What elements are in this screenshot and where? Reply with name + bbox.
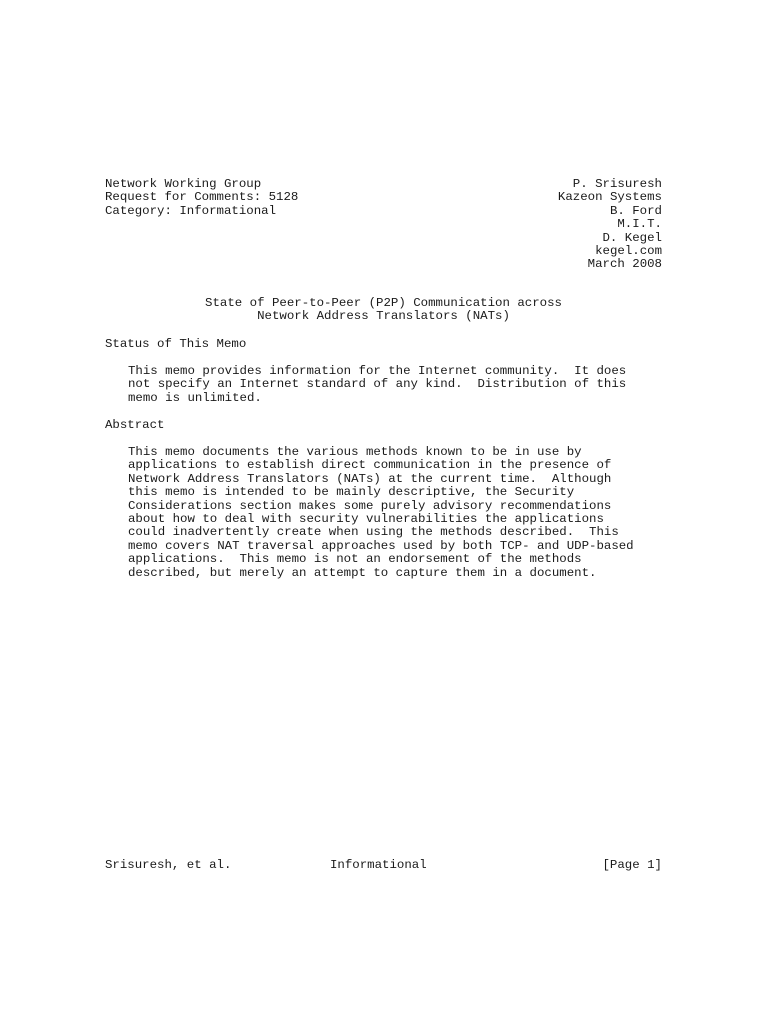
footer-authors: Srisuresh, et al. <box>105 858 232 872</box>
header-row <box>105 218 662 231</box>
header-row <box>105 191 662 204</box>
paragraph-line: Network Address Translators (NATs) at the current time. Although <box>128 471 612 486</box>
header-row <box>105 178 662 191</box>
header-right: D. Kegel <box>602 230 662 245</box>
paragraph-line: this memo is intended to be mainly descriptive, the Security <box>128 485 575 500</box>
footer-page-number: [Page 1] <box>602 858 662 872</box>
header-right: P. Srisuresh <box>572 177 662 191</box>
paragraph-line: about how to deal with security vulnerabilities the applications <box>128 512 604 527</box>
header-row <box>105 232 662 245</box>
paragraph-line: applications to establish direct communication in the presence of <box>128 458 612 473</box>
header-right: B. Ford <box>609 203 662 218</box>
paragraph-line: could inadvertently create when using the methods described. This <box>128 525 619 540</box>
paragraph-line: Considerations section makes some purely advisory recommendations <box>128 498 612 513</box>
abstract-heading: Abstract <box>105 418 165 432</box>
status-body <box>128 365 626 405</box>
abstract-body <box>128 446 634 580</box>
status-heading: Status of This Memo <box>105 337 247 351</box>
paragraph-line: memo covers NAT traversal approaches used by both TCP- and UDP-based <box>128 538 634 553</box>
paragraph-line: not specify an Internet standard of any kind. Distribution of this <box>128 377 627 392</box>
header-right: March 2008 <box>587 257 662 272</box>
header-left: Request for Comments: 5128 <box>105 190 299 205</box>
paragraph-line: This memo provides information for the Internet community. It does <box>128 364 627 378</box>
header-right: M.I.T. <box>617 217 662 232</box>
footer-category: Informational <box>330 858 427 872</box>
page-footer <box>105 859 662 873</box>
header-row <box>105 205 662 218</box>
header-left: Category: Informational <box>105 203 277 218</box>
header-right: kegel.com <box>595 243 662 258</box>
title-line: Network Address Translators (NATs) <box>257 309 510 324</box>
paragraph-line: described, but merely an attempt to capture them in a document. <box>128 565 597 580</box>
document-title <box>105 297 662 324</box>
paragraph-line: applications. This memo is not an endorsement of the methods <box>128 552 582 567</box>
header-row <box>105 245 662 258</box>
paragraph-line: memo is unlimited. <box>128 390 262 405</box>
title-line: State of Peer-to-Peer (P2P) Communication across <box>205 296 562 310</box>
header-row <box>105 258 662 271</box>
rfc-header <box>105 178 662 272</box>
paragraph-line: This memo documents the various methods known to be in use by <box>128 445 582 459</box>
header-right: Kazeon Systems <box>557 190 662 205</box>
header-left: Network Working Group <box>105 177 262 191</box>
